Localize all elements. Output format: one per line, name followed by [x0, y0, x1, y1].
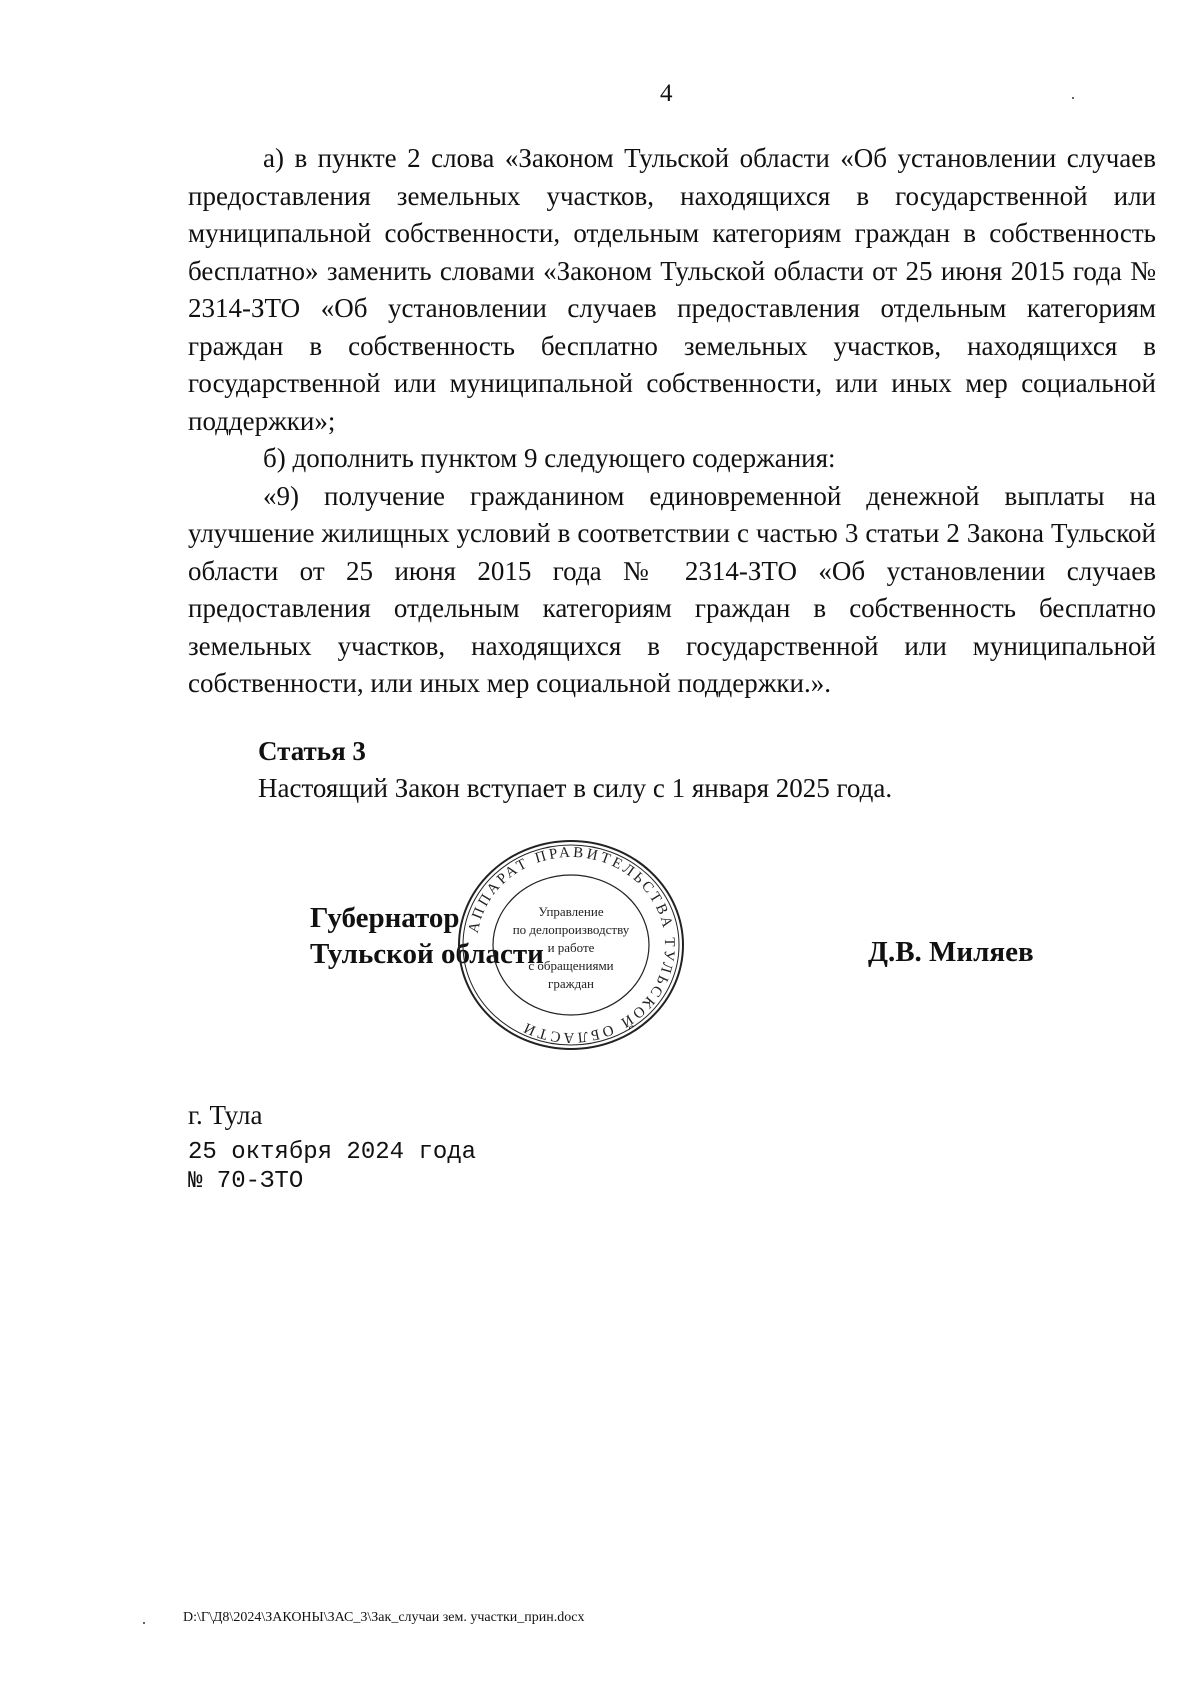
paragraph-b: б) дополнить пунктом 9 следующего содержания: — [263, 443, 836, 473]
official-seal — [456, 838, 686, 1052]
seal-line-2: по делопроизводству — [512, 922, 630, 937]
signatory-name: Д.В. Миляев — [868, 936, 1034, 968]
paragraph-item-9: «9) получение гражданином единовременной денежной выплаты на улучшение жилищных условий в соответствии с частью 3 статьи 2 Закона Тульской области от 25 июня 2015 года № 2314-ЗТО «Об установлении случаев предоставления отдельным категориям граждан в собственность бесплатно земельных участков, находящихся в государственной или муниципальной собственности, или иных мер социальной поддержки.». — [188, 480, 1156, 698]
seal-line-4: с обращениями — [528, 958, 614, 973]
document-body — [188, 140, 1156, 703]
place-of-signing: г. Тула — [188, 1100, 263, 1130]
law-date: 25 октября 2024 года — [188, 1139, 477, 1166]
seal-line-3: и работе — [547, 940, 595, 955]
page-number: 4 — [660, 80, 673, 107]
signature-title-line1: Губернатор — [310, 902, 460, 934]
law-date-number — [188, 1138, 476, 1196]
signature-title-line2: Тульской области — [310, 938, 544, 970]
article-text: Настоящий Закон вступает в силу с 1 января 2025 года. — [258, 773, 893, 803]
scan-speck — [1072, 97, 1074, 99]
law-number: № 70-ЗТО — [188, 1168, 304, 1195]
article-heading: Статья 3 — [258, 736, 366, 766]
scan-speck — [143, 1622, 145, 1624]
seal-line-1: Управление — [538, 904, 604, 919]
seal-line-5: граждан — [548, 976, 594, 991]
article-3 — [258, 733, 892, 807]
paragraph-a: а) в пункте 2 слова «Законом Тульской области «Об установлении случаев предоставления земельных участков, находящихся в государственной или муниципальной собственности, отдельным категориям граждан в собственность бесплатно» заменить словами «Законом Тульской области от 25 июня 2015 года № 2314-ЗТО «Об установлении случаев предоставления отдельным категориям граждан в собственность бесплатно земельных участков, находящихся в государственной или муниципальной собственности, или иных мер социальной поддержки»; — [188, 143, 1156, 436]
seal-ring-text: АППАРАТ ПРАВИТЕЛЬСТВА ТУЛЬСКОЙ ОБЛАСТИ — [465, 844, 678, 1046]
file-path-footer: D:\Г\Д8\2024\ЗАКОНЫ\ЗАС_3\Зак_случаи зем. участки_прин.docx — [183, 1610, 585, 1625]
